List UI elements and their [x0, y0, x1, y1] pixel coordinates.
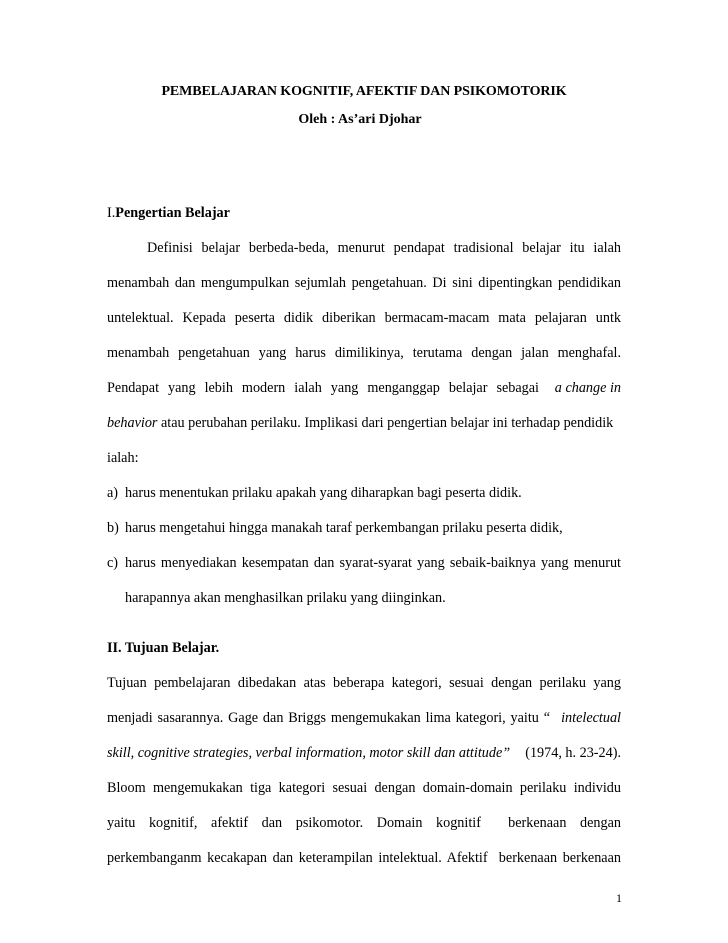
list-marker: b)	[107, 520, 119, 536]
section-2-paragraph	[107, 674, 621, 874]
paragraph-line-text: atau perubahan perilaku. Implikasi dari pengertian belajar ini terhadap pendidik	[157, 415, 614, 431]
list-item-a	[107, 484, 621, 502]
document-title: PEMBELAJARAN KOGNITIF, AFEKTIF DAN PSIKOMOTORIK	[161, 84, 567, 99]
list-item-c	[107, 554, 621, 607]
paragraph-italic-text: a change in	[554, 380, 621, 396]
paragraph-line: Definisi belajar berbeda-beda, menurut pendapat tradisional belajar itu ialah	[147, 240, 621, 256]
list-item-b	[107, 519, 621, 537]
list-item-text: harus menentukan prilaku apakah yang diharapkan bagi peserta didik.	[125, 485, 522, 501]
paragraph-line: Bloom mengemukakan tiga kategori sesuai dengan domain-domain perilaku individu	[107, 780, 621, 796]
paragraph-line-text: (1974, h. 23-24).	[521, 745, 621, 761]
paragraph-line	[107, 709, 621, 727]
paragraph-line-text: menjadi sasarannya. Gage dan Briggs mengemukakan lima kategori, yaitu “	[107, 710, 550, 726]
section-1-heading	[107, 204, 230, 222]
paragraph-line: perkembanganm kecakapan dan keterampilan intelektual. Afektif berkenaan berkenaan	[107, 850, 621, 866]
list-item-text: harus menyediakan kesempatan dan syarat-syarat yang sebaik-baiknya yang menurut	[125, 555, 621, 571]
paragraph-italic-text: behavior	[107, 415, 158, 431]
list-item-text: harus mengetahui hingga manakah taraf perkembangan prilaku peserta didik,	[125, 520, 563, 536]
paragraph-italic-text: intelectual	[561, 710, 621, 726]
paragraph-line	[107, 744, 621, 762]
paragraph-line	[107, 379, 621, 397]
paragraph-line	[107, 414, 621, 432]
document-author: Oleh : As’ari Djohar	[298, 112, 422, 127]
section-2-heading: II. Tujuan Belajar.	[107, 640, 220, 656]
list-item-text: harapannya akan menghasilkan prilaku yang diinginkan.	[125, 590, 446, 606]
section-1-paragraph	[107, 239, 621, 469]
paragraph-line-text: Pendapat yang lebih modern ialah yang menganggap belajar sebagai	[107, 380, 539, 396]
paragraph-line: untelektual. Kepada peserta didik diberikan bermacam-macam mata pelajaran untk	[107, 310, 621, 326]
paragraph-line: ialah:	[107, 450, 139, 466]
list-marker: a)	[107, 485, 119, 501]
section-1-number: I.	[107, 205, 116, 221]
paragraph-line: menambah dan mengumpulkan sejumlah pengetahuan. Di sini dipentingkan pendidikan	[107, 275, 621, 291]
page-number: 1	[616, 891, 622, 905]
section-1-title: Pengertian Belajar	[115, 205, 230, 221]
paragraph-line: Tujuan pembelajaran dibedakan atas beberapa kategori, sesuai dengan perilaku yang	[107, 675, 621, 691]
paragraph-line: yaitu kognitif, afektif dan psikomotor. Domain kognitif berkenaan dengan	[107, 815, 621, 831]
list-marker: c)	[107, 555, 119, 571]
paragraph-line: menambah pengetahuan yang harus dimilikinya, terutama dengan jalan menghafal.	[107, 345, 621, 361]
paragraph-italic-text: skill, cognitive strategies, verbal information, motor skill dan attitude”	[107, 745, 511, 761]
